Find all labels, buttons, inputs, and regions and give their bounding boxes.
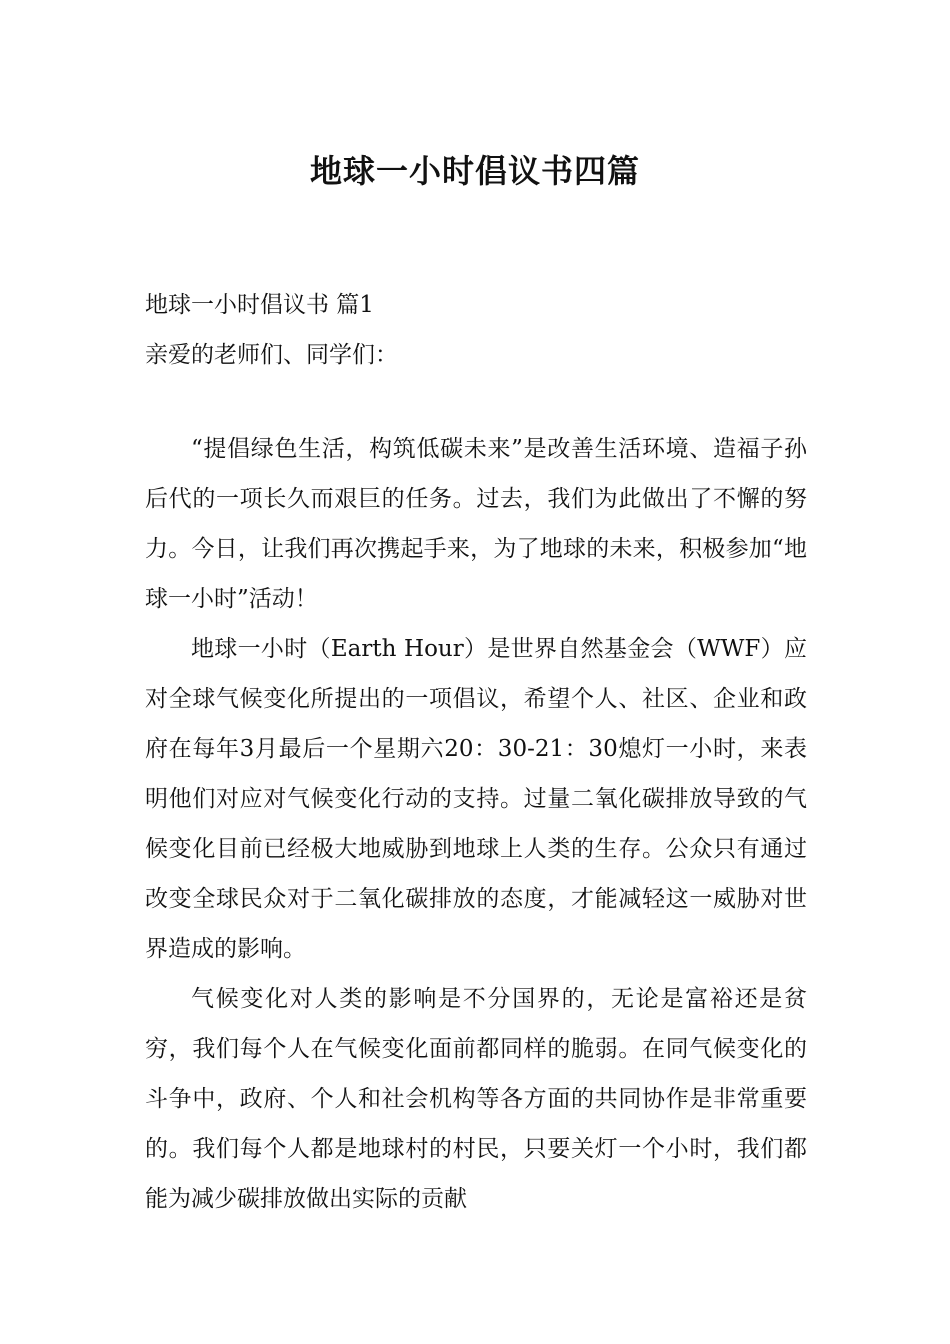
- document-title: 地球一小时倡议书四篇: [309, 152, 640, 191]
- salutation: 亲爱的老师们、同学们：: [145, 342, 398, 368]
- blank-line: [145, 380, 807, 424]
- section-heading: 地球一小时倡议书 篇1: [145, 292, 374, 318]
- document-body: [145, 280, 807, 1224]
- body-paragraph-3: 气候变化对人类的影响是不分国界的，无论是富裕还是贫穷，我们每个人在气候变化面前都同样的脆弱。在同气候变化的斗争中，政府、个人和社会机构等各方面的共同协作是非常重要的。我们每个人都是地球村的村民，只要关灯一个小时，我们都能为减少碳排放做出实际的贡献: [145, 986, 807, 1212]
- body-paragraph-1: “提倡绿色生活，构筑低碳未来”是改善生活环境、造福子孙后代的一项长久而艰巨的任务。过去，我们为此做出了不懈的努力。今日，让我们再次携起手来，为了地球的未来，积极参加“地球一小时”活动！: [145, 436, 807, 612]
- body-paragraph-2: 地球一小时（Earth Hour）是世界自然基金会（WWF）应对全球气候变化所提出的一项倡议，希望个人、社区、企业和政府在每年3月最后一个星期六20：30-21：30熄灯一小时，来表明他们对应对气候变化行动的支持。过量二氧化碳排放导致的气候变化目前已经极大地威胁到地球上人类的生存。公众只有通过改变全球民众对于二氧化碳排放的态度，才能减轻这一威胁对世界造成的影响。: [145, 636, 807, 962]
